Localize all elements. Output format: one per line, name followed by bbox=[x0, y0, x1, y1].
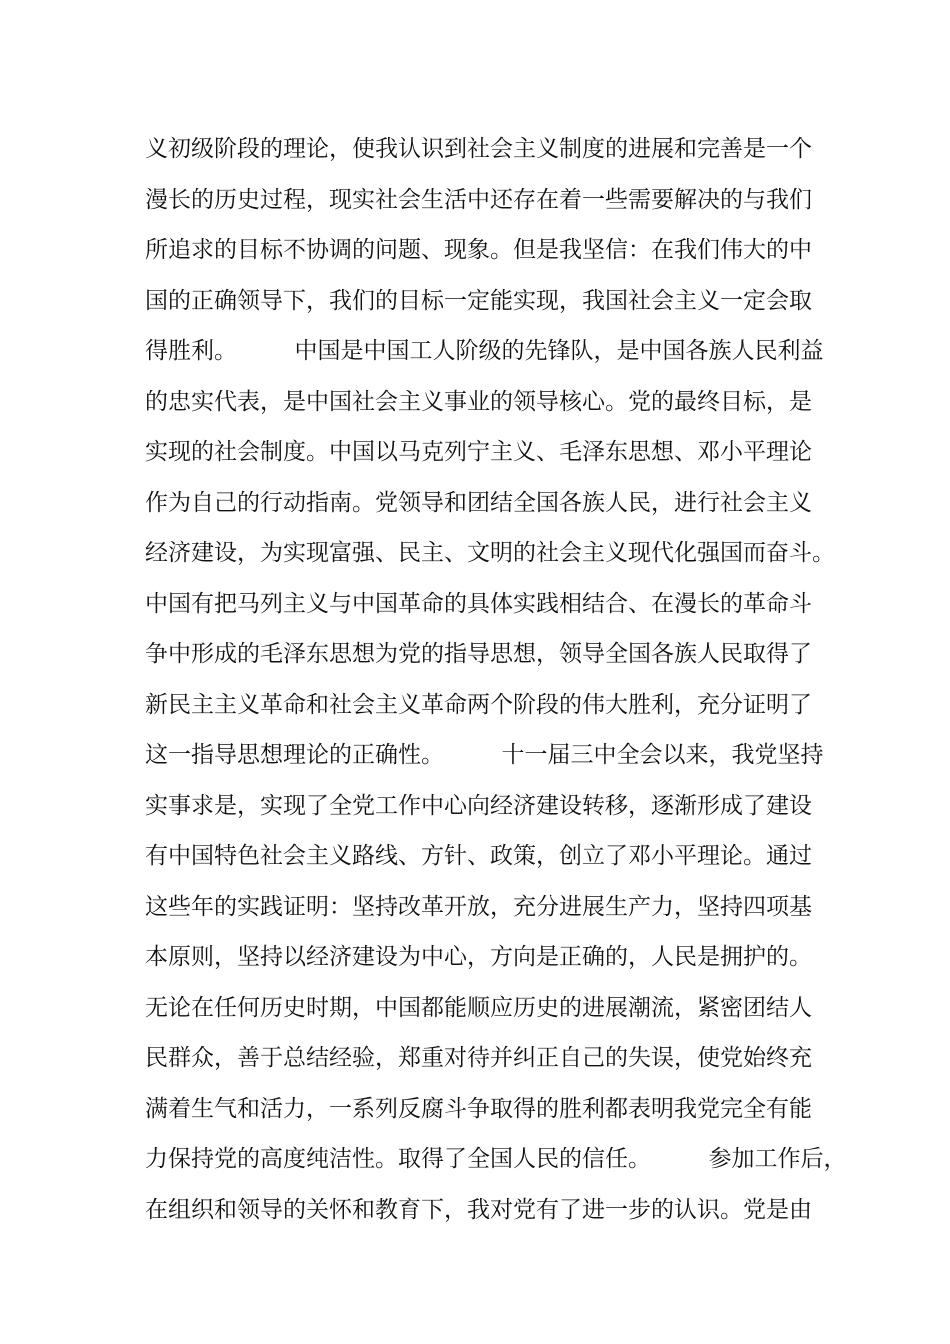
text-line: 实现的社会制度。中国以马克列宁主义、毛泽东思想、邓小平理论 bbox=[145, 439, 812, 465]
text-line: 中国有把马列主义与中国革命的具体实践相结合、在漫长的革命斗 bbox=[145, 590, 812, 617]
text-line: 经济建设，为实现富强、民主、文明的社会主义现代化强国而奋斗。 bbox=[145, 540, 835, 566]
text-line: 争中形成的毛泽东思想为党的指导思想，领导全国各族人民取得了 bbox=[145, 641, 812, 667]
text-line: 漫长的历史过程，现实社会生活中还存在着一些需要解决的与我们 bbox=[145, 186, 812, 213]
text-line: 作为自己的行动指南。党领导和团结全国各族人民，进行社会主义 bbox=[145, 489, 812, 516]
text-line: 这一指导思想理论的正确性。 十一届三中全会以来，我党坚持 bbox=[145, 742, 824, 768]
text-line: 有中国特色社会主义路线、方针、政策，创立了邓小平理论。通过 bbox=[145, 843, 812, 869]
text-line: 国的正确领导下，我们的目标一定能实现，我国社会主义一定会取 bbox=[145, 287, 812, 314]
text-line: 本原则，坚持以经济建设为中心，方向是正确的，人民是拥护的。 bbox=[145, 944, 812, 970]
text-line: 所追求的目标不协调的问题、现象。但是我坚信：在我们伟大的中 bbox=[145, 237, 812, 263]
text-line: 民群众，善于总结经验，郑重对待并纠正自己的失误，使党始终充 bbox=[145, 1045, 812, 1071]
text-line: 这些年的实践证明：坚持改革开放，充分进展生产力，坚持四项基 bbox=[145, 893, 812, 920]
text-line: 在组织和领导的关怀和教育下，我对党有了进一步的认识。党是由 bbox=[145, 1196, 812, 1223]
text-line: 的忠实代表，是中国社会主义事业的领导核心。党的最终目标，是 bbox=[145, 388, 812, 415]
text-line: 力保持党的高度纯洁性。取得了全国人民的信任。 参加工作后， bbox=[145, 1146, 847, 1172]
text-line: 实事求是，实现了全党工作中心向经济建设转移，逐渐形成了建设 bbox=[145, 792, 812, 819]
text-line: 无论在任何历史时期，中国都能顺应历史的进展潮流，紧密团结人 bbox=[145, 994, 812, 1021]
text-line: 新民主主义革命和社会主义革命两个阶段的伟大胜利，充分证明了 bbox=[145, 691, 812, 718]
text-line: 满着生气和活力，一系列反腐斗争取得的胜利都表明我党完全有能 bbox=[145, 1095, 812, 1122]
body-text bbox=[145, 124, 845, 1235]
text-line: 义初级阶段的理论，使我认识到社会主义制度的进展和完善是一个 bbox=[145, 136, 812, 162]
text-line: 得胜利。 中国是中国工人阶级的先锋队，是中国各族人民利益 bbox=[145, 338, 824, 364]
